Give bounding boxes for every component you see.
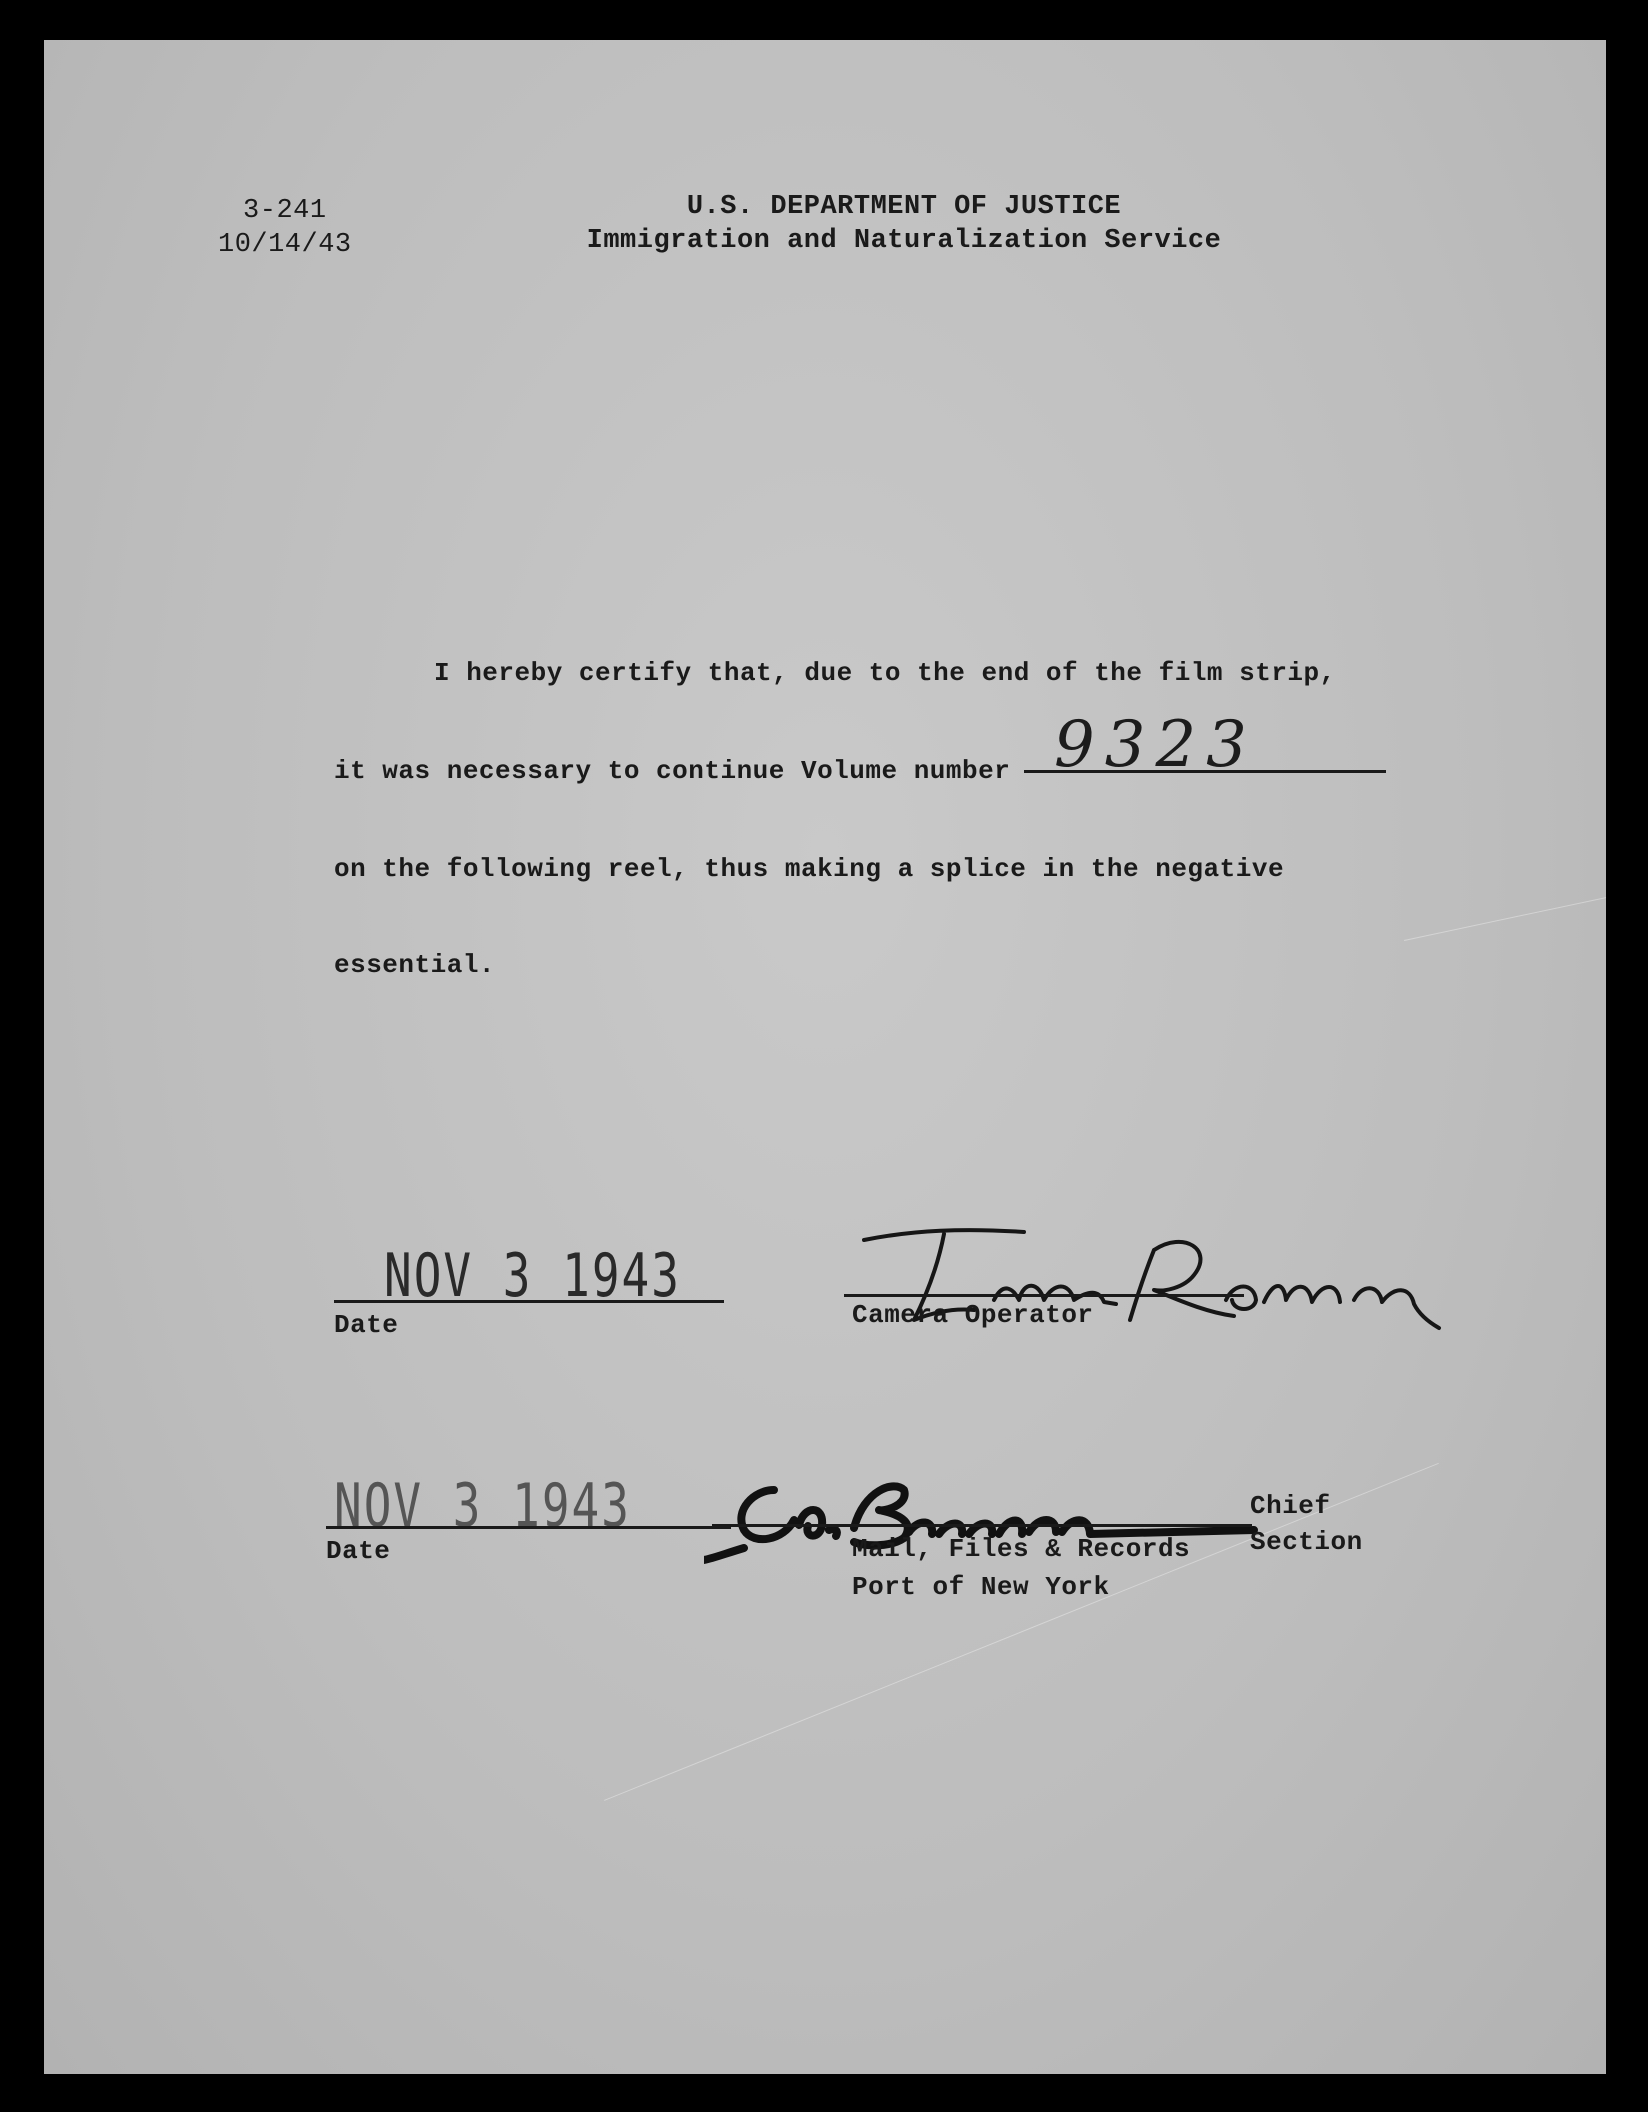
letterhead (444, 190, 1364, 258)
department-name: U.S. DEPARTMENT OF JUSTICE (686, 192, 1122, 222)
office-block (852, 1530, 1190, 1606)
form-number-block (218, 194, 352, 262)
document-page (44, 40, 1606, 2074)
date-label: Date (334, 1310, 399, 1340)
certification-line-2: it was necessary to continue Volume number (334, 756, 1011, 786)
signature-underline (844, 1294, 1244, 1297)
certification-line-1: I hereby certify that, due to the end of the film strip, (434, 658, 1336, 688)
film-scratch (1404, 894, 1606, 941)
date-underline (334, 1300, 724, 1303)
camera-operator-label: Camera Operator (852, 1300, 1094, 1330)
office-line-1: Mail, Files & Records (852, 1534, 1191, 1564)
signature-underline (712, 1524, 1252, 1527)
office-line-2: Port of New York (852, 1572, 1110, 1602)
volume-number-handwritten: 9323 (1054, 708, 1257, 782)
date-stamp-chief: NOV 3 1943 (334, 1470, 631, 1541)
chief-title-line-2: Section (1250, 1527, 1363, 1557)
form-number: 3-241 (243, 196, 327, 226)
form-date: 10/14/43 (218, 230, 352, 260)
chief-title-line-1: Chief (1250, 1491, 1331, 1521)
chief-title (1250, 1488, 1363, 1560)
certification-line-3: on the following reel, thus making a splice in the negative (334, 854, 1285, 884)
date-stamp-camera-operator: NOV 3 1943 (384, 1240, 681, 1311)
service-name: Immigration and Naturalization Service (586, 226, 1222, 256)
date-label: Date (326, 1536, 391, 1566)
date-underline (326, 1526, 731, 1529)
certification-line-4: essential. (334, 950, 496, 980)
